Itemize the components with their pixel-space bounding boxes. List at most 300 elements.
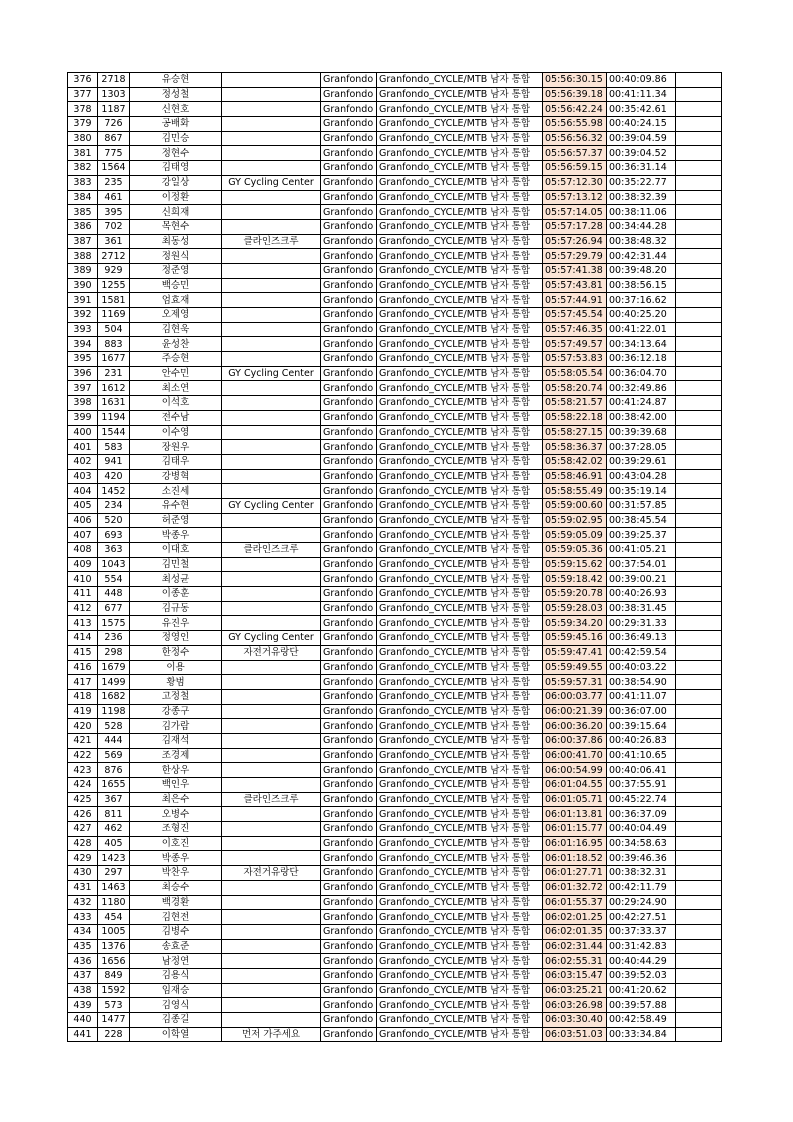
bib-cell: 1169	[98, 308, 130, 323]
empty-cell	[676, 807, 722, 822]
table-row	[68, 851, 722, 866]
bib-cell: 726	[98, 117, 130, 132]
bib-cell: 883	[98, 337, 130, 352]
empty-cell	[676, 146, 722, 161]
split-time-cell: 00:36:07.00	[607, 704, 676, 719]
table-row	[68, 410, 722, 425]
rank-cell: 407	[68, 528, 98, 543]
rank-cell: 422	[68, 748, 98, 763]
bib-cell: 867	[98, 131, 130, 146]
division-cell: Granfondo_CYCLE/MTB 남자 통합	[377, 146, 543, 161]
bib-cell: 1677	[98, 352, 130, 367]
bib-cell: 1544	[98, 425, 130, 440]
table-row	[68, 1013, 722, 1028]
name-cell: 정원식	[130, 249, 222, 264]
name-cell: 신현호	[130, 102, 222, 117]
team-cell	[222, 263, 321, 278]
name-cell: 엄효재	[130, 293, 222, 308]
bib-cell: 367	[98, 792, 130, 807]
bib-cell: 1255	[98, 278, 130, 293]
split-time-cell: 00:39:25.37	[607, 528, 676, 543]
split-time-cell: 00:41:11.34	[607, 87, 676, 102]
empty-cell	[676, 308, 722, 323]
team-cell	[222, 719, 321, 734]
split-time-cell: 00:39:57.88	[607, 998, 676, 1013]
name-cell: 이종훈	[130, 587, 222, 602]
category-cell: Granfondo	[321, 498, 377, 513]
category-cell: Granfondo	[321, 175, 377, 190]
bib-cell: 1452	[98, 484, 130, 499]
empty-cell	[676, 1013, 722, 1028]
bib-cell: 297	[98, 866, 130, 881]
bib-cell: 363	[98, 543, 130, 558]
division-cell: Granfondo_CYCLE/MTB 남자 통합	[377, 719, 543, 734]
empty-cell	[676, 469, 722, 484]
name-cell: 남정연	[130, 954, 222, 969]
empty-cell	[676, 498, 722, 513]
team-cell	[222, 587, 321, 602]
division-cell: Granfondo_CYCLE/MTB 남자 통합	[377, 410, 543, 425]
division-cell: Granfondo_CYCLE/MTB 남자 통합	[377, 557, 543, 572]
rank-cell: 410	[68, 572, 98, 587]
bib-cell: 1499	[98, 675, 130, 690]
finish-time-cell: 06:01:16.95	[543, 836, 607, 851]
team-cell: 먼저 가주세요	[222, 1027, 321, 1042]
table-row	[68, 689, 722, 704]
rank-cell: 424	[68, 778, 98, 793]
rank-cell: 428	[68, 836, 98, 851]
division-cell: Granfondo_CYCLE/MTB 남자 통합	[377, 131, 543, 146]
division-cell: Granfondo_CYCLE/MTB 남자 통합	[377, 895, 543, 910]
rank-cell: 412	[68, 601, 98, 616]
category-cell: Granfondo	[321, 866, 377, 881]
rank-cell: 398	[68, 396, 98, 411]
finish-time-cell: 05:57:44.91	[543, 293, 607, 308]
category-cell: Granfondo	[321, 308, 377, 323]
rank-cell: 392	[68, 308, 98, 323]
finish-time-cell: 06:03:51.03	[543, 1027, 607, 1042]
team-cell	[222, 733, 321, 748]
finish-time-cell: 05:59:00.60	[543, 498, 607, 513]
table-row	[68, 219, 722, 234]
rank-cell: 432	[68, 895, 98, 910]
split-time-cell: 00:40:03.22	[607, 660, 676, 675]
split-time-cell: 00:37:55.91	[607, 778, 676, 793]
rank-cell: 416	[68, 660, 98, 675]
split-time-cell: 00:40:25.20	[607, 308, 676, 323]
split-time-cell: 00:41:05.21	[607, 543, 676, 558]
bib-cell: 395	[98, 205, 130, 220]
table-row	[68, 792, 722, 807]
empty-cell	[676, 822, 722, 837]
split-time-cell: 00:36:31.14	[607, 161, 676, 176]
bib-cell: 1581	[98, 293, 130, 308]
empty-cell	[676, 778, 722, 793]
team-cell	[222, 337, 321, 352]
rank-cell: 402	[68, 454, 98, 469]
table-row	[68, 822, 722, 837]
bib-cell: 569	[98, 748, 130, 763]
name-cell: 김태영	[130, 161, 222, 176]
split-time-cell: 00:35:19.14	[607, 484, 676, 499]
category-cell: Granfondo	[321, 146, 377, 161]
split-time-cell: 00:36:37.09	[607, 807, 676, 822]
empty-cell	[676, 939, 722, 954]
rank-cell: 417	[68, 675, 98, 690]
name-cell: 최성균	[130, 572, 222, 587]
team-cell	[222, 117, 321, 132]
rank-cell: 377	[68, 87, 98, 102]
bib-cell: 811	[98, 807, 130, 822]
empty-cell	[676, 954, 722, 969]
table-row	[68, 454, 722, 469]
split-time-cell: 00:40:06.41	[607, 763, 676, 778]
name-cell: 이수영	[130, 425, 222, 440]
bib-cell: 1631	[98, 396, 130, 411]
name-cell: 오제영	[130, 308, 222, 323]
name-cell: 소진세	[130, 484, 222, 499]
rank-cell: 418	[68, 689, 98, 704]
division-cell: Granfondo_CYCLE/MTB 남자 통합	[377, 822, 543, 837]
rank-cell: 403	[68, 469, 98, 484]
finish-time-cell: 05:58:36.37	[543, 440, 607, 455]
empty-cell	[676, 293, 722, 308]
rank-cell: 388	[68, 249, 98, 264]
table-row	[68, 337, 722, 352]
rank-cell: 438	[68, 983, 98, 998]
division-cell: Granfondo_CYCLE/MTB 남자 통합	[377, 601, 543, 616]
category-cell: Granfondo	[321, 293, 377, 308]
category-cell: Granfondo	[321, 601, 377, 616]
results-table	[67, 72, 722, 1042]
table-row	[68, 278, 722, 293]
division-cell: Granfondo_CYCLE/MTB 남자 통합	[377, 836, 543, 851]
finish-time-cell: 05:56:59.15	[543, 161, 607, 176]
split-time-cell: 00:40:04.49	[607, 822, 676, 837]
name-cell: 황범	[130, 675, 222, 690]
division-cell: Granfondo_CYCLE/MTB 남자 통합	[377, 263, 543, 278]
empty-cell	[676, 249, 722, 264]
category-cell: Granfondo	[321, 557, 377, 572]
table-row	[68, 175, 722, 190]
split-time-cell: 00:35:42.61	[607, 102, 676, 117]
division-cell: Granfondo_CYCLE/MTB 남자 통합	[377, 161, 543, 176]
team-cell	[222, 968, 321, 983]
category-cell: Granfondo	[321, 366, 377, 381]
empty-cell	[676, 557, 722, 572]
team-cell	[222, 528, 321, 543]
team-cell: 자전거유랑단	[222, 866, 321, 881]
team-cell	[222, 308, 321, 323]
name-cell: 한정수	[130, 645, 222, 660]
team-cell	[222, 381, 321, 396]
finish-time-cell: 05:56:55.98	[543, 117, 607, 132]
finish-time-cell: 05:57:17.28	[543, 219, 607, 234]
category-cell: Granfondo	[321, 587, 377, 602]
name-cell: 임재승	[130, 983, 222, 998]
team-cell	[222, 161, 321, 176]
division-cell: Granfondo_CYCLE/MTB 남자 통합	[377, 440, 543, 455]
name-cell: 허준영	[130, 513, 222, 528]
finish-time-cell: 05:57:45.54	[543, 308, 607, 323]
finish-time-cell: 05:59:34.20	[543, 616, 607, 631]
name-cell: 안수민	[130, 366, 222, 381]
division-cell: Granfondo_CYCLE/MTB 남자 통합	[377, 366, 543, 381]
rank-cell: 378	[68, 102, 98, 117]
bib-cell: 236	[98, 631, 130, 646]
name-cell: 이정환	[130, 190, 222, 205]
team-cell	[222, 557, 321, 572]
team-cell	[222, 513, 321, 528]
split-time-cell: 00:42:58.49	[607, 1013, 676, 1028]
table-row	[68, 146, 722, 161]
empty-cell	[676, 748, 722, 763]
finish-time-cell: 05:58:22.18	[543, 410, 607, 425]
split-time-cell: 00:38:32.31	[607, 866, 676, 881]
rank-cell: 430	[68, 866, 98, 881]
team-cell	[222, 822, 321, 837]
bib-cell: 1043	[98, 557, 130, 572]
empty-cell	[676, 880, 722, 895]
split-time-cell: 00:36:12.18	[607, 352, 676, 367]
empty-cell	[676, 968, 722, 983]
split-time-cell: 00:42:31.44	[607, 249, 676, 264]
team-cell: 클라인즈크루	[222, 543, 321, 558]
split-time-cell: 00:38:54.90	[607, 675, 676, 690]
empty-cell	[676, 440, 722, 455]
rank-cell: 401	[68, 440, 98, 455]
empty-cell	[676, 719, 722, 734]
division-cell: Granfondo_CYCLE/MTB 남자 통합	[377, 190, 543, 205]
name-cell: 유승현	[130, 73, 222, 88]
finish-time-cell: 05:58:42.02	[543, 454, 607, 469]
bib-cell: 1376	[98, 939, 130, 954]
table-row	[68, 587, 722, 602]
division-cell: Granfondo_CYCLE/MTB 남자 통합	[377, 910, 543, 925]
empty-cell	[676, 352, 722, 367]
split-time-cell: 00:32:49.86	[607, 381, 676, 396]
bib-cell: 234	[98, 498, 130, 513]
category-cell: Granfondo	[321, 836, 377, 851]
rank-cell: 437	[68, 968, 98, 983]
rank-cell: 413	[68, 616, 98, 631]
finish-time-cell: 05:56:56.32	[543, 131, 607, 146]
division-cell: Granfondo_CYCLE/MTB 남자 통합	[377, 880, 543, 895]
division-cell: Granfondo_CYCLE/MTB 남자 통합	[377, 924, 543, 939]
name-cell: 최은수	[130, 792, 222, 807]
category-cell: Granfondo	[321, 381, 377, 396]
finish-time-cell: 05:58:27.15	[543, 425, 607, 440]
name-cell: 김태우	[130, 454, 222, 469]
name-cell: 공배화	[130, 117, 222, 132]
rank-cell: 431	[68, 880, 98, 895]
bib-cell: 929	[98, 263, 130, 278]
split-time-cell: 00:40:24.15	[607, 117, 676, 132]
bib-cell: 1180	[98, 895, 130, 910]
category-cell: Granfondo	[321, 822, 377, 837]
team-cell	[222, 410, 321, 425]
name-cell: 최승수	[130, 880, 222, 895]
table-row	[68, 308, 722, 323]
finish-time-cell: 05:59:05.09	[543, 528, 607, 543]
empty-cell	[676, 689, 722, 704]
category-cell: Granfondo	[321, 733, 377, 748]
finish-time-cell: 05:57:53.83	[543, 352, 607, 367]
finish-time-cell: 05:57:43.81	[543, 278, 607, 293]
bib-cell: 849	[98, 968, 130, 983]
team-cell	[222, 572, 321, 587]
rank-cell: 434	[68, 924, 98, 939]
team-cell	[222, 322, 321, 337]
division-cell: Granfondo_CYCLE/MTB 남자 통합	[377, 954, 543, 969]
division-cell: Granfondo_CYCLE/MTB 남자 통합	[377, 807, 543, 822]
category-cell: Granfondo	[321, 645, 377, 660]
empty-cell	[676, 337, 722, 352]
division-cell: Granfondo_CYCLE/MTB 남자 통합	[377, 998, 543, 1013]
division-cell: Granfondo_CYCLE/MTB 남자 통합	[377, 983, 543, 998]
finish-time-cell: 05:59:45.16	[543, 631, 607, 646]
category-cell: Granfondo	[321, 528, 377, 543]
rank-cell: 404	[68, 484, 98, 499]
name-cell: 정영인	[130, 631, 222, 646]
name-cell: 박종우	[130, 528, 222, 543]
empty-cell	[676, 675, 722, 690]
rank-cell: 387	[68, 234, 98, 249]
bib-cell: 941	[98, 454, 130, 469]
empty-cell	[676, 205, 722, 220]
rank-cell: 390	[68, 278, 98, 293]
name-cell: 유수현	[130, 498, 222, 513]
split-time-cell: 00:40:26.83	[607, 733, 676, 748]
table-row	[68, 381, 722, 396]
table-row	[68, 557, 722, 572]
name-cell: 목현수	[130, 219, 222, 234]
empty-cell	[676, 454, 722, 469]
name-cell: 박찬우	[130, 866, 222, 881]
name-cell: 이학열	[130, 1027, 222, 1042]
division-cell: Granfondo_CYCLE/MTB 남자 통합	[377, 631, 543, 646]
table-row	[68, 910, 722, 925]
finish-time-cell: 05:59:18.42	[543, 572, 607, 587]
table-row	[68, 954, 722, 969]
division-cell: Granfondo_CYCLE/MTB 남자 통합	[377, 102, 543, 117]
table-row	[68, 366, 722, 381]
finish-time-cell: 05:59:47.41	[543, 645, 607, 660]
empty-cell	[676, 381, 722, 396]
category-cell: Granfondo	[321, 484, 377, 499]
split-time-cell: 00:38:32.39	[607, 190, 676, 205]
category-cell: Granfondo	[321, 190, 377, 205]
bib-cell: 1187	[98, 102, 130, 117]
split-time-cell: 00:39:46.36	[607, 851, 676, 866]
empty-cell	[676, 998, 722, 1013]
name-cell: 백경환	[130, 895, 222, 910]
division-cell: Granfondo_CYCLE/MTB 남자 통합	[377, 792, 543, 807]
division-cell: Granfondo_CYCLE/MTB 남자 통합	[377, 866, 543, 881]
division-cell: Granfondo_CYCLE/MTB 남자 통합	[377, 73, 543, 88]
results-body	[68, 73, 722, 1042]
finish-time-cell: 06:03:25.21	[543, 983, 607, 998]
empty-cell	[676, 910, 722, 925]
category-cell: Granfondo	[321, 102, 377, 117]
table-row	[68, 1027, 722, 1042]
rank-cell: 420	[68, 719, 98, 734]
team-cell	[222, 440, 321, 455]
team-cell	[222, 924, 321, 939]
team-cell	[222, 601, 321, 616]
bib-cell: 1194	[98, 410, 130, 425]
table-row	[68, 543, 722, 558]
bib-cell: 420	[98, 469, 130, 484]
name-cell: 정성철	[130, 87, 222, 102]
table-row	[68, 249, 722, 264]
name-cell: 전수남	[130, 410, 222, 425]
team-cell	[222, 102, 321, 117]
name-cell: 김민철	[130, 557, 222, 572]
finish-time-cell: 06:00:36.20	[543, 719, 607, 734]
split-time-cell: 00:34:58.63	[607, 836, 676, 851]
table-row	[68, 998, 722, 1013]
rank-cell: 393	[68, 322, 98, 337]
team-cell	[222, 998, 321, 1013]
category-cell: Granfondo	[321, 689, 377, 704]
table-row	[68, 234, 722, 249]
bib-cell: 1005	[98, 924, 130, 939]
empty-cell	[676, 601, 722, 616]
split-time-cell: 00:38:45.54	[607, 513, 676, 528]
name-cell: 장원우	[130, 440, 222, 455]
team-cell	[222, 219, 321, 234]
bib-cell: 235	[98, 175, 130, 190]
empty-cell	[676, 219, 722, 234]
split-time-cell: 00:39:04.59	[607, 131, 676, 146]
team-cell	[222, 954, 321, 969]
division-cell: Granfondo_CYCLE/MTB 남자 통합	[377, 704, 543, 719]
name-cell: 고정철	[130, 689, 222, 704]
split-time-cell: 00:41:20.62	[607, 983, 676, 998]
empty-cell	[676, 587, 722, 602]
table-row	[68, 73, 722, 88]
bib-cell: 504	[98, 322, 130, 337]
finish-time-cell: 06:01:32.72	[543, 880, 607, 895]
category-cell: Granfondo	[321, 249, 377, 264]
category-cell: Granfondo	[321, 675, 377, 690]
table-row	[68, 161, 722, 176]
team-cell	[222, 1013, 321, 1028]
table-row	[68, 778, 722, 793]
finish-time-cell: 05:56:30.15	[543, 73, 607, 88]
bib-cell: 454	[98, 910, 130, 925]
table-row	[68, 572, 722, 587]
empty-cell	[676, 866, 722, 881]
rank-cell: 414	[68, 631, 98, 646]
division-cell: Granfondo_CYCLE/MTB 남자 통합	[377, 278, 543, 293]
team-cell	[222, 778, 321, 793]
table-row	[68, 866, 722, 881]
rank-cell: 389	[68, 263, 98, 278]
finish-time-cell: 05:59:15.62	[543, 557, 607, 572]
empty-cell	[676, 792, 722, 807]
bib-cell: 554	[98, 572, 130, 587]
division-cell: Granfondo_CYCLE/MTB 남자 통합	[377, 1013, 543, 1028]
division-cell: Granfondo_CYCLE/MTB 남자 통합	[377, 175, 543, 190]
empty-cell	[676, 836, 722, 851]
split-time-cell: 00:39:48.20	[607, 263, 676, 278]
table-row	[68, 733, 722, 748]
name-cell: 주승현	[130, 352, 222, 367]
category-cell: Granfondo	[321, 469, 377, 484]
split-time-cell: 00:38:42.00	[607, 410, 676, 425]
